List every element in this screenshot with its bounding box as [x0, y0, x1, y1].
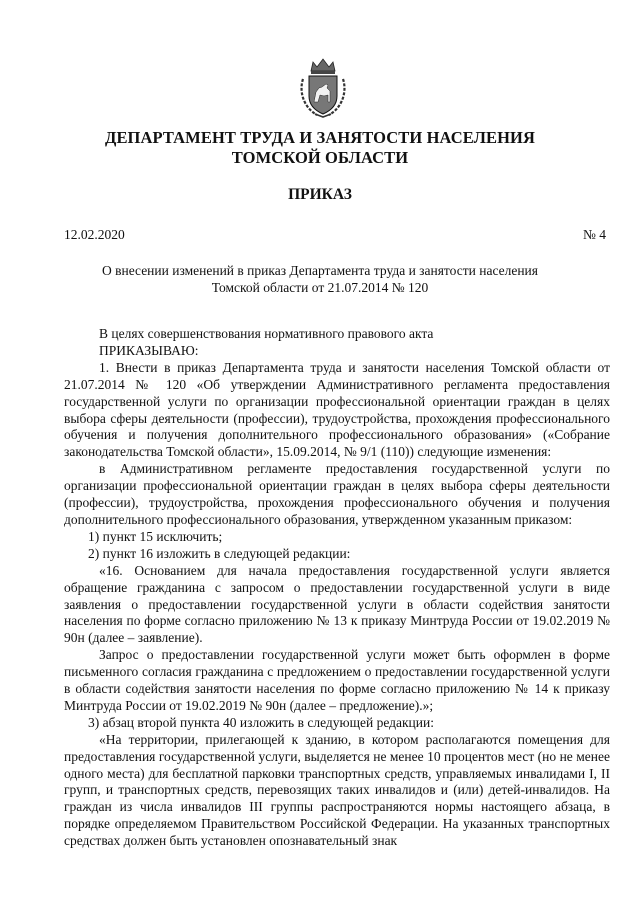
paragraph-40: «На территории, прилегающей к зданию, в котором располагаются помещения для предоставления государственной услуги, выделяется не менее 10 процентов мест (но не менее одного места) для бесплатной парковки транспортных средств, управляемых инвалидами I, II групп, и транспортных средств, перевозящих таких инвалидов и (или) детей-инвалидов. На граждан из числа инвалидов III группы распространяются нормы настоящего абзаца, в порядке определяемом Правительством Российской Федерации. На указанных транспортных средствах должен быть установлен опознавательный знак	[64, 731, 610, 849]
tomsk-coat-of-arms-icon	[297, 57, 349, 119]
subject-line1: О внесении изменений в приказ Департамента труда и занятости населения	[101, 263, 538, 278]
subitem-3: 3) абзац второй пункта 40 изложить в следующей редакции:	[88, 714, 434, 730]
document-subject	[60, 262, 580, 296]
paragraph-16: «16. Основанием для начала предоставления государственной услуги является обращение гражданина с запросом о предоставлении государственной услуги в виде заявления о предоставлении государственной услуги в области содействия занятости населения по форме согласно приложению № 13 к приказу Минтруда России от 19.02.2019 № 90н (далее – заявление).	[64, 562, 610, 646]
document-type: ПРИКАЗ	[288, 186, 352, 203]
preamble: В целях совершенствования нормативного правового акта	[99, 326, 434, 341]
document-date: 12.02.2020	[64, 227, 125, 242]
organization-name-line1: ДЕПАРТАМЕНТ ТРУДА И ЗАНЯТОСТИ НАСЕЛЕНИЯ	[105, 128, 535, 147]
paragraph-reglament: в Административном регламенте предоставления государственной услуги по организации профессиональной ориентации граждан в целях выбора сферы деятельности (профессии), трудоустройства, прохождения профессионального обучения и получения дополнительного профессионального образования, утвержденном указанным приказом:	[64, 461, 610, 527]
paragraph-16-request: Запрос о предоставлении государственной услуги может быть оформлен в форме письменного согласия гражданина с предложением о предоставлении государственной услуги в области содействия занятости населения по форме согласно приложению № 14 к приказу Минтруда России от 19.02.2019 № 90н (далее – предложение).»;	[64, 647, 610, 713]
document-body	[64, 326, 610, 850]
subject-line2: Томской области от 21.07.2014 № 120	[211, 280, 429, 295]
organization-name	[60, 128, 580, 168]
organization-name-line2: ТОМСКОЙ ОБЛАСТИ	[231, 148, 409, 167]
subitem-2: 2) пункт 16 изложить в следующей редакции:	[88, 545, 351, 561]
paragraph-item-1: 1. Внести в приказ Департамента труда и занятости населения Томской области от 21.07.2014 № 120 «Об утверждении Административного регламента предоставления государственной услуги по организации профессиональной ориентации граждан в целях выбора сферы деятельности (профессии), трудоустройства, прохождения профессионального обучения и получения дополнительного профессионального образования» («Собрание законодательства Томской области», 15.09.2014, № 9/1 (110)) следующие изменения:	[64, 359, 610, 460]
subitem-1: 1) пункт 15 исключить;	[88, 528, 223, 544]
order-word: ПРИКАЗЫВАЮ:	[99, 342, 199, 358]
document-number: № 4	[582, 227, 606, 242]
